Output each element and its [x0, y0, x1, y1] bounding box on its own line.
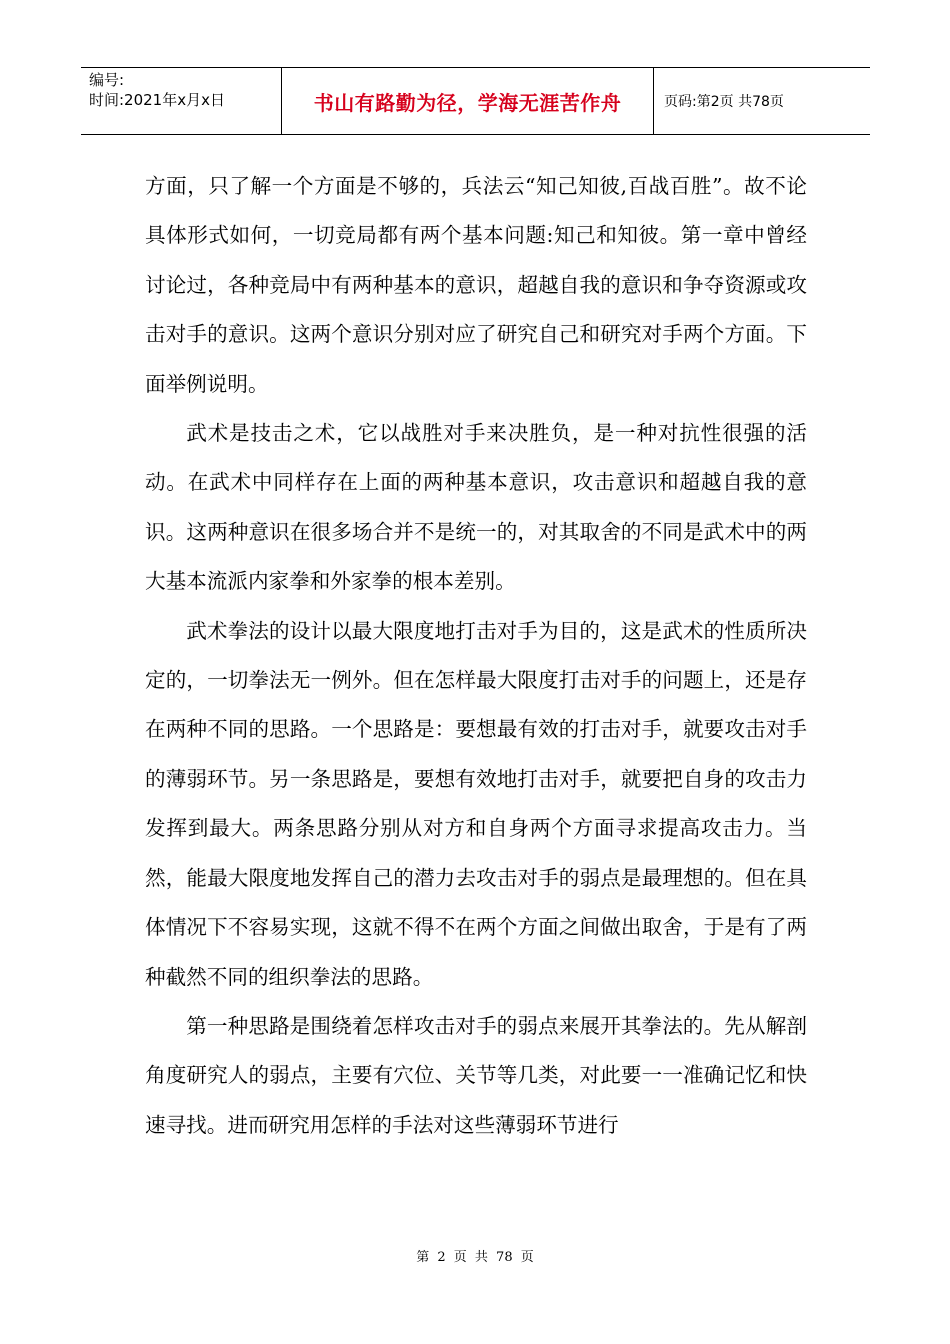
header-page-info: 页码:第2页 共78页: [664, 94, 784, 110]
paragraph-3: 武术拳法的设计以最大限度地打击对手为目的，这是武术的性质所决定的，一切拳法无一例外。但在怎样最大限度打击对手的问题上，还是存在两种不同的思路。一个思路是：要想最有效的打击对手，就要攻击对手的薄弱环节。另一条思路是，要想有效地打击对手，就要把自身的攻击力发挥到最大。两条思路分别从对方和自身两个方面寻求提高攻击力。当然，能最大限度地发挥自己的潜力去攻击对手的弱点是最理想的。但在具体情况下不容易实现，这就不得不在两个方面之间做出取舍，于是有了两种截然不同的组织拳法的思路。: [145, 618, 807, 989]
date-label: 时间:2021年x月x日: [89, 91, 225, 109]
code-label: 编号:: [89, 71, 125, 89]
header-meta: [81, 68, 282, 134]
document-body: [145, 162, 807, 1150]
header-motto: 书山有路勤为径，学海无涯苦作舟: [282, 68, 654, 134]
page-header: [81, 67, 870, 135]
page-footer: 第 2 页 共 78 页: [416, 1250, 534, 1265]
paragraph-2: 武术是技击之术，它以战胜对手来决胜负，是一种对抗性很强的活动。在武术中同样存在上面的两种基本意识，攻击意识和超越自我的意识。这两种意识在很多场合并不是统一的，对其取舍的不同是武术中的两大基本流派内家拳和外家拳的根本差别。: [145, 421, 807, 594]
paragraph-1: 方面，只了解一个方面是不够的，兵法云“知己知彼,百战百胜”。故不论具体形式如何，一切竞局都有两个基本问题:知己和知彼。第一章中曾经讨论过，各种竞局中有两种基本的意识，超越自我的意识和争夺资源或攻击对手的意识。这两个意识分别对应了研究自己和研究对手两个方面。下面举例说明。: [145, 174, 807, 396]
paragraph-4: 第一种思路是围绕着怎样攻击对手的弱点来展开其拳法的。先从解剖角度研究人的弱点，主要有穴位、关节等几类，对此要一一准确记忆和快速寻找。进而研究用怎样的手法对这些薄弱环节进行: [145, 1013, 807, 1137]
